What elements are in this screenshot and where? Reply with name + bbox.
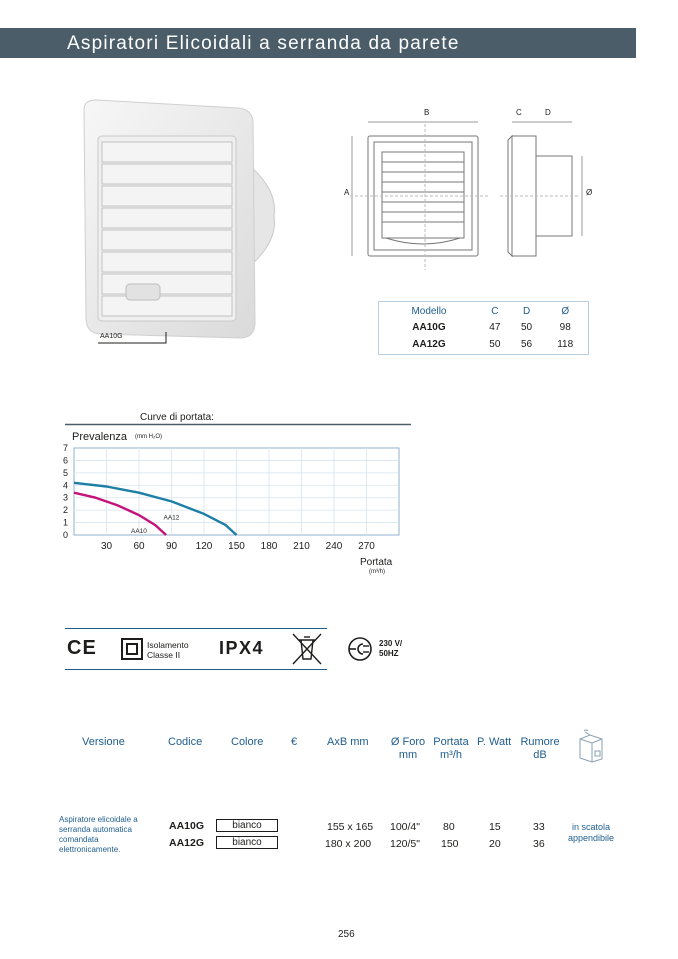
row-watt: 20 [489,838,501,850]
version-description [59,815,138,855]
header-pwatt: P. Watt [477,736,512,748]
dim-label-d: D [545,108,551,117]
row-code: AA10G [169,820,205,832]
tech-header-d: D [522,306,531,317]
tech-table-header [379,302,588,319]
description-line: serranda automatica [59,825,132,834]
description-line: elettronicamente. [59,845,121,854]
header-foro-line1: Ø Foro [390,736,426,748]
series-label-aa12: AA12 [163,514,180,522]
row-foro: 100/4" [390,821,421,833]
header-rumore-line2: dB [533,749,547,761]
y-tick-label: 6 [62,455,68,466]
x-tick-label: 240 [325,541,343,552]
tech-cell-c: 47 [489,322,501,333]
class-ii-icon [121,638,143,660]
x-tick-label: 210 [293,541,310,552]
row-portata: 150 [441,838,459,850]
voltage-line1: 230 V/ [379,639,403,648]
description-line: Aspiratore elicoidale a [59,815,138,824]
ipx4-rating: IPX4 [219,638,265,658]
chart-xlabel: Portata [360,557,393,568]
x-tick-label: 30 [100,541,113,552]
tech-cell-model: AA12G [412,339,446,350]
ce-mark: CE [67,637,97,659]
tech-dimensions-table [378,301,589,355]
row-rumore: 33 [533,821,545,833]
tech-cell-c: 50 [489,339,501,350]
header-portata [430,736,472,762]
x-tick-label: 120 [195,541,213,552]
x-tick-label: 90 [165,541,178,552]
description-line: comandata [59,835,99,844]
tech-header-diameter: Ø [561,306,570,317]
row-axb: 155 x 165 [327,821,374,833]
packaging-line2: appendibile [567,833,615,843]
header-foro [388,736,428,762]
y-tick-label: 4 [62,480,68,491]
row-rumore: 36 [533,838,545,850]
row-code: AA12G [169,837,205,849]
header-portata-line1: Portata [433,736,469,748]
x-tick-label: 60 [133,541,145,552]
header-axb: AxB mm [327,736,369,748]
chart-title: Curve di portata: [140,412,214,423]
x-tick-label: 180 [260,541,278,552]
row-axb: 180 x 200 [325,838,372,850]
y-tick-label: 2 [62,505,68,516]
certification-strip [65,628,327,670]
row-watt: 15 [489,821,501,833]
row-color: bianco [216,819,278,832]
product-photo [78,96,278,346]
chart-title-rule [65,423,411,426]
dimension-drawing [340,104,595,274]
tech-cell-diameter: 98 [559,322,571,333]
tech-cell-d: 56 [521,339,533,350]
tech-cell-model: AA10G [412,322,446,333]
tech-cell-d: 50 [521,322,533,333]
voltage-line2: 50HZ [379,649,399,658]
caption-leader-line [98,330,170,346]
header-rumore-line1: Rumore [520,736,560,748]
tech-header-model: Modello [411,306,447,317]
tech-header-c: C [491,306,499,317]
header-rumore [518,736,562,762]
dim-label-a: A [344,188,350,197]
y-tick-label: 7 [62,443,68,453]
row-color: bianco [216,836,278,849]
x-tick-label: 150 [228,541,245,552]
plug-icon [347,636,373,662]
header-versione: Versione [82,736,125,748]
table-row [379,336,588,353]
packaging-note [562,822,620,844]
chart-ylabel: Prevalenza [72,431,128,443]
series-line-aa10 [74,493,166,535]
x-tick-label: 270 [358,541,375,552]
insulation-line2: Classe II [147,650,181,660]
page-number: 256 [338,929,355,940]
chart-yunit: (mm H₂O) [135,434,162,440]
row-portata: 80 [443,821,455,833]
y-tick-label: 0 [62,530,68,540]
insulation-line1: Isolamento [147,640,189,650]
header-codice: Codice [168,736,203,748]
header-euro: € [291,736,298,748]
header-portata-line2: m³/h [440,749,462,761]
chart-xunit: (m³/h) [369,569,385,575]
y-tick-label: 3 [62,492,68,503]
flow-curve-chart [40,440,420,558]
dim-label-diameter: Ø [586,188,593,197]
row-foro: 120/5" [390,838,421,850]
dim-label-c: C [516,108,522,117]
series-line-aa12 [74,483,237,535]
y-tick-label: 1 [62,517,68,528]
y-tick-label: 5 [62,467,68,478]
weee-bin-icon [290,631,324,667]
series-label-aa10: AA10 [131,528,147,536]
tech-cell-diameter: 118 [557,339,574,350]
page-title: Aspiratori Elicoidali a serranda da parete [67,33,460,54]
header-colore: Colore [231,736,264,748]
table-row [379,319,588,336]
packaging-box-icon [576,729,606,763]
dim-label-b: B [424,108,430,117]
packaging-line1: in scatola [571,822,611,832]
photo-caption: AA10G [100,333,123,340]
header-foro-line2: mm [398,749,418,761]
